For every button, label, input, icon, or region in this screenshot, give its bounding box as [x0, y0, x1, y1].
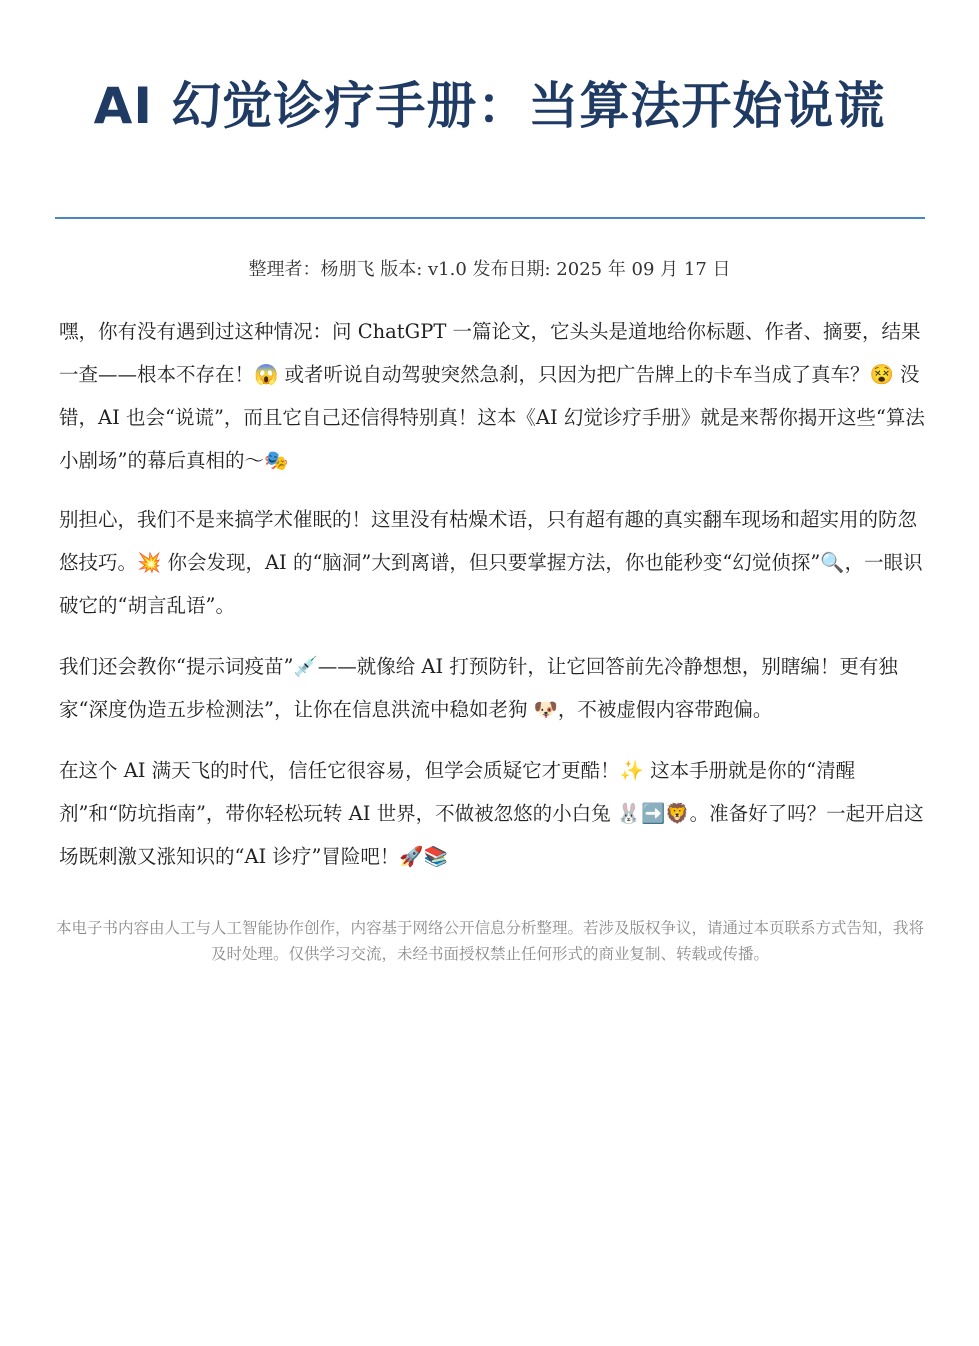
publish-date: 2025 年 09 月 17 日: [556, 259, 731, 280]
document-body: [59, 310, 929, 896]
paragraph-4: 在这个 AI 满天飞的时代，信任它很容易，但学会质疑它才更酷！✨ 这本手册就是你的“清醒剂”和“防坑指南”，带你轻松玩转 AI 世界，不做被忽悠的小白兔 🐰➡️🦁。准备好了吗？一起开启这场既刺激又涨知识的“AI 诊疗”冒险吧！🚀📚: [59, 759, 924, 868]
date-label: 发布日期:: [466, 259, 557, 280]
copyright-footer: 本电子书内容由人工与人工智能协作创作，内容基于网络公开信息分析整理。若涉及版权争议，请通过本页联系方式告知，我将及时处理。仅供学习交流，未经书面授权禁止任何形式的商业复制、转载或传播。: [55, 919, 924, 963]
version-label: 版本:: [374, 259, 428, 280]
paragraph-2: 别担心，我们不是来搞学术催眠的！这里没有枯燥术语，只有超有趣的真实翻车现场和超实用的防忽悠技巧。💥 你会发现，AI 的“脑洞”大到离谱，但只要掌握方法，你也能秒变“幻觉侦探”🔍，一眼识破它的“胡言乱语”。: [59, 508, 923, 617]
organizer-name: 杨朋飞: [320, 259, 375, 280]
document-title: AI 幻觉诊疗手册：当算法开始说谎: [93, 77, 886, 135]
title-divider: [55, 217, 925, 219]
organizer-label: 整理者：: [248, 259, 321, 280]
intro-paragraph: 嘿，你有没有遇到过这种情况：问 ChatGPT 一篇论文，它头头是道地给你标题、作者、摘要，结果一查——根本不存在！😱 或者听说自动驾驶突然急刹，只因为把广告牌上的卡车当成了真车？😵 没错，AI 也会“说谎”，而且它自己还信得特别真！这本《AI 幻觉诊疗手册》就是来帮你揭开这些“算法小剧场”的幕后真相的～🎭: [59, 320, 925, 472]
paragraph-3: 我们还会教你“提示词疫苗”💉——就像给 AI 打预防针，让它回答前先冷静想想，别瞎编！更有独家“深度伪造五步检测法”，让你在信息洪流中稳如老狗 🐶，不被虚假内容带跑偏。: [59, 655, 898, 721]
version-value: v1.0: [427, 259, 467, 280]
document-meta: [0, 257, 979, 283]
